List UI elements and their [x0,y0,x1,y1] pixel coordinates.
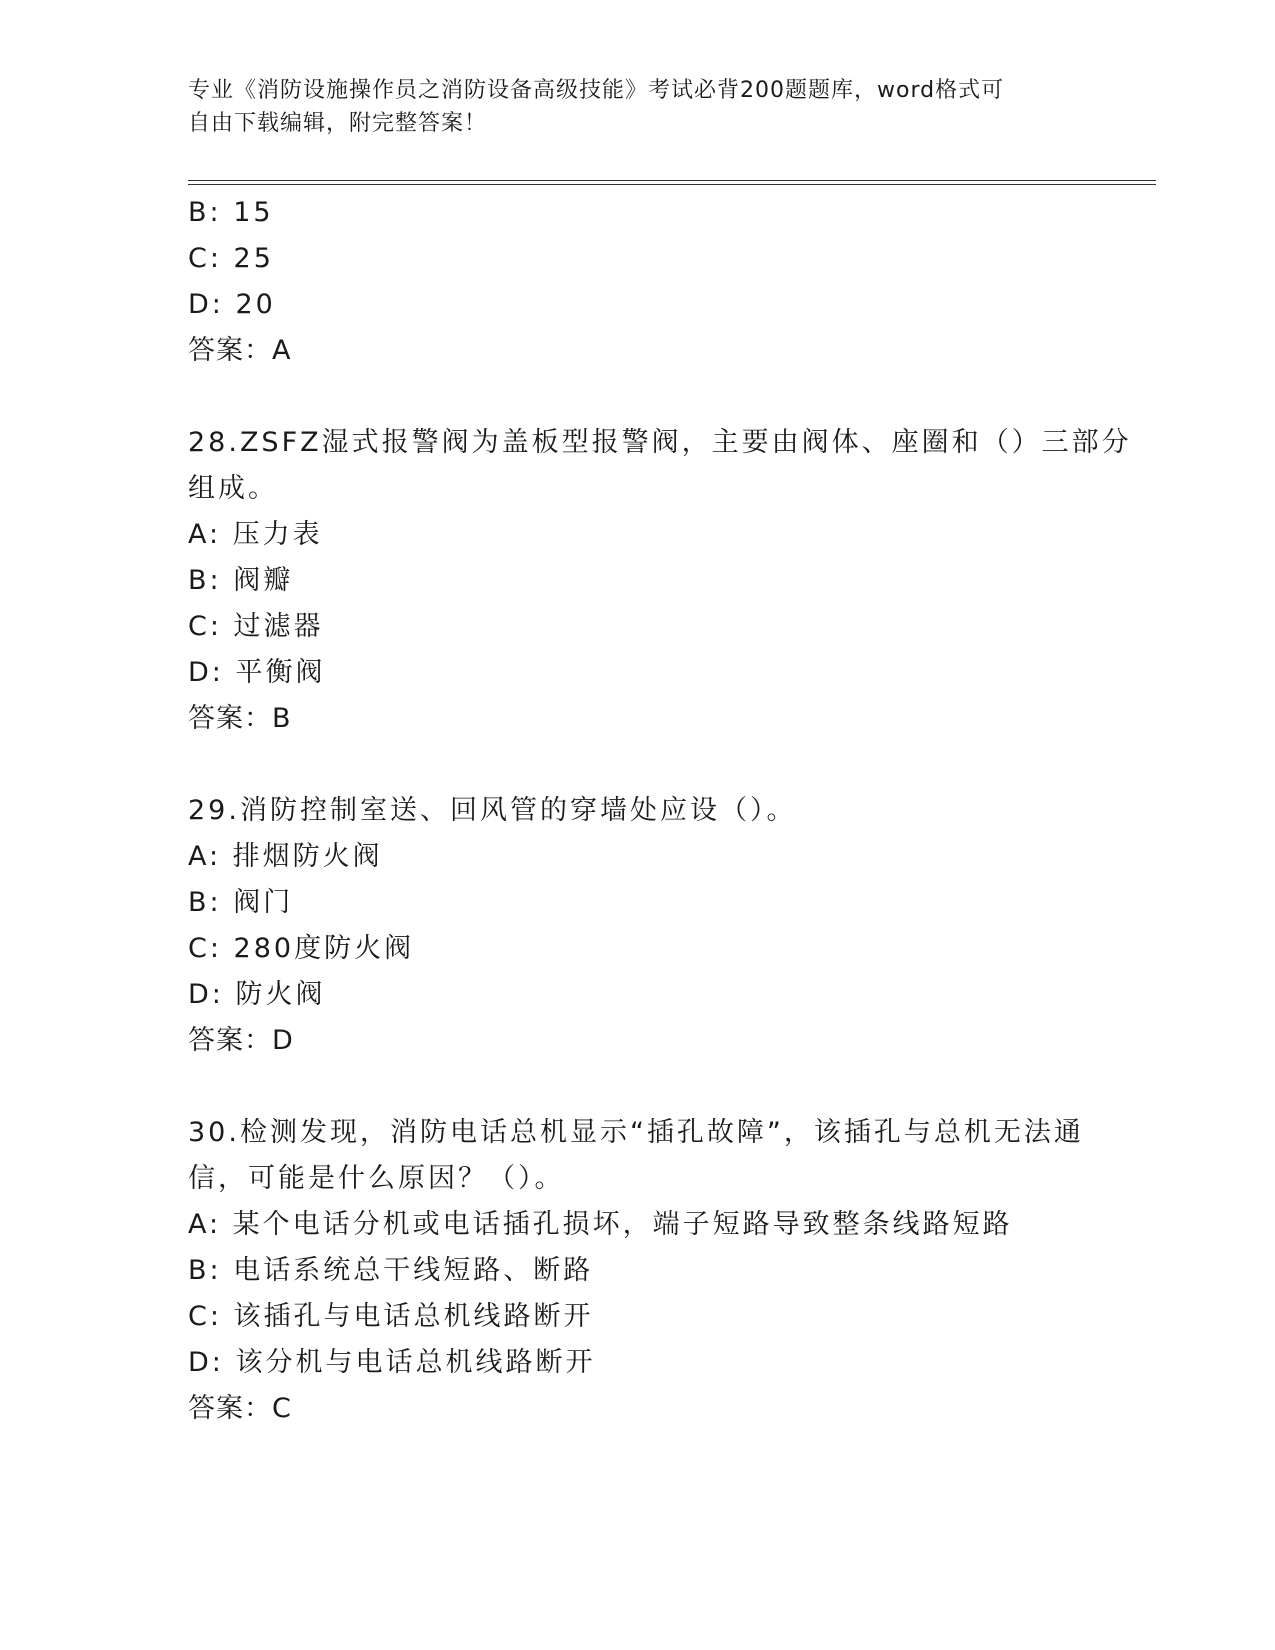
option-d: D: 防火阀 [188,979,326,1010]
question-text-line-1: 30.检测发现，消防电话总机显示“插孔故障”，该插孔与总机无法通 [188,1117,1084,1148]
question-text-line-2: 组成。 [188,473,278,504]
question-30 [188,1110,1088,1432]
question-list [188,190,1132,1432]
option-b: B: 电话系统总干线短路、断路 [188,1255,594,1286]
header-line-2: 自由下载编辑，附完整答案！ [188,111,488,136]
option-c: C: 280度防火阀 [188,933,415,964]
option-b: B: 15 [188,197,274,228]
question-text-line-1: 28.ZSFZ湿式报警阀为盖板型报警阀，主要由阀体、座圈和（）三部分 [188,427,1132,458]
header-divider-bottom [188,184,1156,185]
option-d: D: 平衡阀 [188,657,326,688]
answer: 答案：C [188,1393,292,1424]
header-line-1: 专业《消防设施操作员之消防设备高级技能》考试必背200题题库，word格式可 [188,78,1005,103]
question-28 [188,420,1132,742]
option-c: C: 25 [188,243,274,274]
answer: 答案：B [188,703,292,734]
option-a: A: 排烟防火阀 [188,841,383,872]
document-header [188,74,1088,140]
question-29 [188,788,1088,1064]
option-c: C: 过滤器 [188,611,324,642]
header-divider-top [188,180,1156,181]
option-a: A: 某个电话分机或电话插孔损坏，端子短路导致整条线路短路 [188,1209,1013,1240]
option-d: D: 该分机与电话总机线路断开 [188,1347,596,1378]
option-d: D: 20 [188,289,276,320]
option-b: B: 阀瓣 [188,565,294,596]
answer: 答案：D [188,1025,294,1056]
option-b: B: 阀门 [188,887,294,918]
question-text-line-1: 29.消防控制室送、回风管的穿墙处应设（）。 [188,795,797,826]
option-a: A: 压力表 [188,519,323,550]
question-text-line-2: 信，可能是什么原因？（）。 [188,1163,565,1194]
question-27 [188,190,1088,374]
option-c: C: 该插孔与电话总机线路断开 [188,1301,594,1332]
answer: 答案：A [188,335,292,366]
